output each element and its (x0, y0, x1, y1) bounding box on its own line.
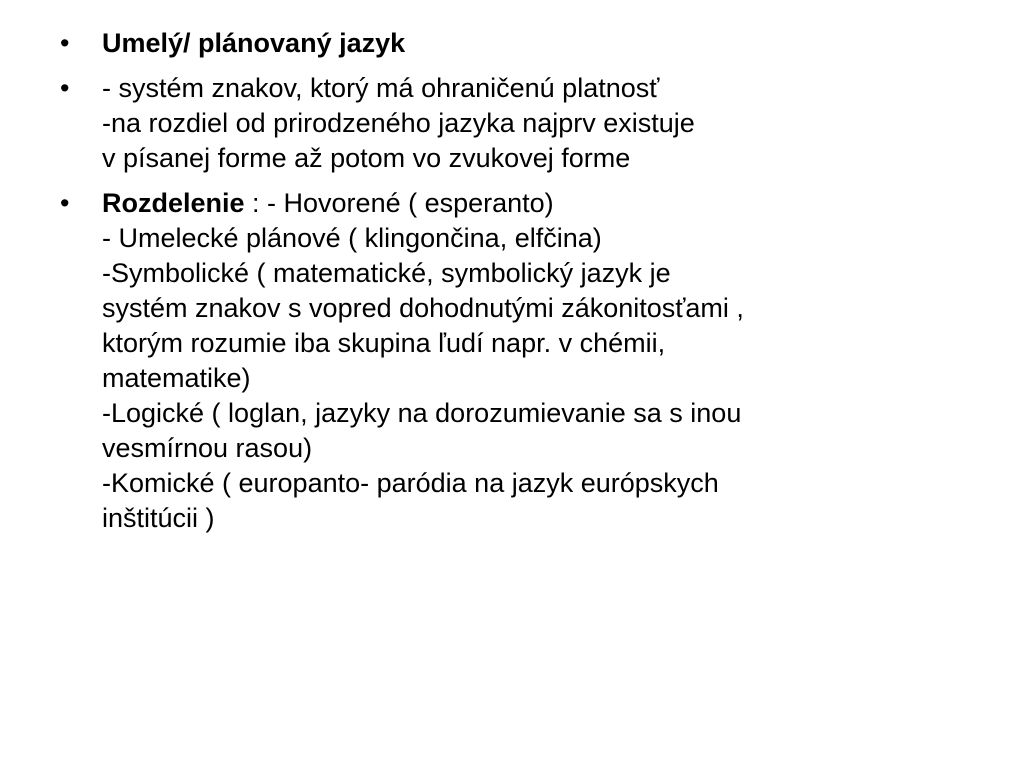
bullet-line: inštitúcii ) (102, 503, 215, 533)
bullet-line: vesmírnou rasou) (102, 433, 313, 463)
bullet-line (102, 26, 960, 61)
bullet-line: - systém znakov, ktorý má ohraničenú platnosť (102, 73, 660, 103)
bullet-heading: Umelý/ plánovaný jazyk (102, 28, 406, 58)
bullet-dot-icon: • (60, 188, 70, 218)
bullet-line (102, 186, 960, 221)
bullet-line: systém znakov s vopred dohodnutými zákonitosťami , (102, 293, 744, 323)
bullet-dot-icon: • (60, 73, 70, 103)
bullet-item-definition (60, 71, 960, 176)
bullet-line: -Logické ( loglan, jazyky na dorozumievanie sa s inou (102, 398, 742, 428)
bullet-heading: Rozdelenie (102, 188, 245, 218)
bullet-line: ktorým rozumie iba skupina ľudí napr. v chémii, (102, 328, 666, 358)
bullet-line: -Komické ( europanto- paródia na jazyk európskych (102, 468, 719, 498)
bullet-dot-icon: • (60, 28, 70, 58)
bullet-line: -Symbolické ( matematické, symbolický jazyk je (102, 258, 671, 288)
bullet-line: - Umelecké plánové ( klingončina, elfčina) (102, 223, 602, 253)
bullet-line: -na rozdiel od prirodzeného jazyka najprv existuje (102, 108, 695, 138)
bullet-text: : - Hovorené ( esperanto) (244, 188, 554, 218)
bullet-line: v písanej forme až potom vo zvukovej forme (102, 143, 631, 173)
bullet-item-artificial-language (60, 26, 960, 61)
bullet-line: matematike) (102, 363, 251, 393)
bullet-item-classification (60, 186, 960, 536)
bullet-list (60, 26, 960, 546)
